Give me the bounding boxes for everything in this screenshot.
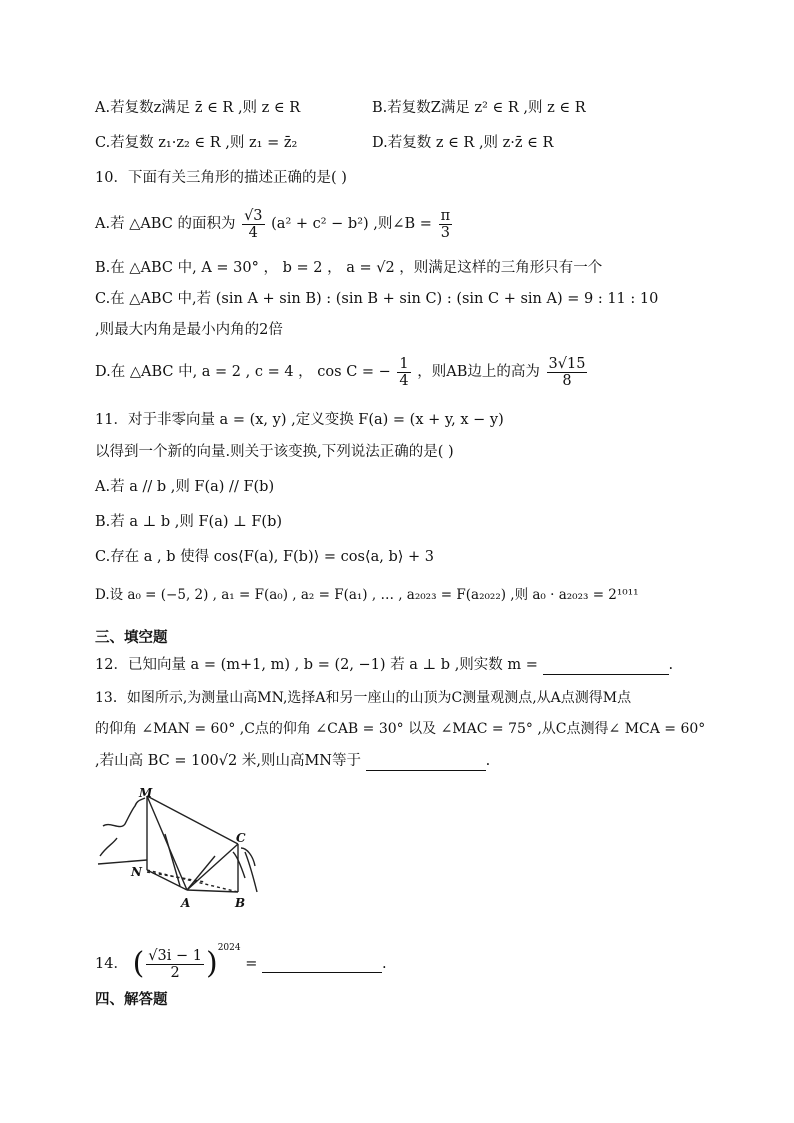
q13-line3: [95, 751, 490, 771]
mountain-right-sketch: [233, 848, 257, 892]
interior-line-1: [165, 834, 180, 886]
q10-a-fraction: [242, 208, 264, 241]
q10-d-fraction2: [547, 356, 588, 389]
q10-a-fraction2-den: 3: [440, 224, 450, 241]
label-b: B: [235, 896, 246, 910]
q14-fraction-num: √3i − 1: [148, 947, 202, 964]
q10-d-fraction2-num: 3√15: [548, 355, 586, 372]
q10-d-fraction: [397, 356, 410, 389]
q11-stem-line2: 以得到一个新的向量.则关于该变换,下列说法正确的是( ): [95, 444, 454, 460]
q9-option-b: B.若复数Z满足 z² ∈ R ,则 z ∈ R: [372, 100, 586, 116]
q11-option-b: B.若 a ⊥ b ,则 F(a) ⊥ F(b): [95, 514, 283, 530]
q10-d-fraction2-den: 8: [562, 372, 572, 389]
q10-a-prefix: A.若 △ABC 的面积为: [95, 216, 236, 232]
q12-text: 12．已知向量 a = (m+1, m) , b = (2, −1) 若 a ⊥ b ,则实数 m =: [95, 657, 538, 673]
segment-ac: [187, 844, 238, 890]
dashed-line-2: [147, 870, 238, 892]
q14-fraction: [146, 948, 204, 981]
q10-option-d: [95, 352, 589, 392]
q11-option-c: C.存在 a , b 使得 cos⟨F(a), F(b)⟩ = cos⟨a, b⟩ + 3: [95, 549, 434, 565]
q10-option-c-line2: ,则最大内角是最小内角的2倍: [95, 322, 283, 338]
q10-d-prefix: D.在 △ABC 中, a = 2 , c = 4 ， cos C = −: [95, 364, 391, 380]
q14: [95, 925, 387, 987]
q11-option-a: A.若 a // b ,则 F(a) // F(b): [95, 479, 275, 495]
q14-answer-blank[interactable]: [262, 956, 382, 973]
q13-line2: 的仰角 ∠MAN = 60° ,C点的仰角 ∠CAB = 30° 以及 ∠MAC = 75° ,从C点测得∠ MCA = 60°: [95, 721, 706, 737]
segment-mc: [147, 796, 238, 844]
q10-d-middle: ，则AB边上的高为: [417, 364, 540, 380]
q13-line3-text: ,若山高 BC = 100√2 米,则山高MN等于: [95, 753, 361, 769]
q14-equals: =: [245, 956, 258, 972]
q10-d-fraction-num: 1: [399, 355, 409, 372]
q10-stem: 10．下面有关三角形的描述正确的是( ): [95, 170, 347, 186]
q10-d-fraction-den: 4: [399, 372, 409, 389]
mountain-figure: [95, 786, 270, 915]
q14-exponent: 2024: [217, 943, 241, 953]
q10-a-fraction2-num: π: [440, 207, 451, 224]
q10-a-middle: (a² + c² − b²) ,则∠B =: [271, 216, 432, 232]
q10-a-fraction-num: √3: [244, 207, 263, 224]
q9-option-d: D.若复数 z ∈ R ,则 z·z̄ ∈ R: [372, 135, 554, 151]
q13-answer-blank[interactable]: [366, 754, 486, 771]
mountain-left-outline: [103, 798, 145, 827]
q14-end-dot: .: [381, 956, 387, 972]
q10-a-fraction2: [439, 208, 453, 241]
q14-right-paren: ): [205, 946, 218, 981]
q10-a-fraction-den: 4: [248, 224, 258, 241]
q11-option-d: D.设 a₀ = (−5, 2) , a₁ = F(a₀) , a₂ = F(a₁) , … , a₂₀₂₃ = F(a₂₀₂₂) ,则 a₀ · a₂₀₂₃ = 2¹⁰¹¹: [95, 587, 639, 603]
q10-option-c-line1: C.在 △ABC 中,若 (sin A + sin B) : (sin B + sin C) : (sin C + sin A) = 9 : 11 : 10: [95, 291, 659, 307]
q13-line1: 13．如图所示,为测量山高MN,选择A和另一座山的山顶为C测量观测点,从A点测得M点: [95, 690, 632, 706]
q12-end-dot: .: [668, 657, 674, 673]
q9-option-c: C.若复数 z₁·z₂ ∈ R ,则 z₁ = z̄₂: [95, 135, 298, 151]
q11-stem-line1: 11．对于非零向量 a = (x, y) ,定义变换 F(a) = (x + y, x − y): [95, 412, 504, 428]
q10-option-b: B.在 △ABC 中, A = 30° ， b = 2 ， a = √2 ，则满足这样的三角形只有一个: [95, 260, 603, 276]
q10-option-a: [95, 204, 454, 244]
ground-left: [98, 860, 147, 864]
q12-answer-blank[interactable]: [543, 658, 669, 675]
q12: [95, 655, 673, 675]
mountain-left-sketch: [100, 838, 117, 856]
q14-left-paren: (: [132, 946, 145, 981]
section-3-heading: 三、填空题: [95, 629, 168, 646]
q14-fraction-den: 2: [170, 964, 180, 981]
q9-option-a: A.若复数z满足 z̄ ∈ R ,则 z ∈ R: [95, 100, 301, 116]
interior-line-2: [187, 856, 215, 890]
label-a: A: [181, 896, 191, 910]
q13-end-dot: .: [485, 753, 491, 769]
label-c: C: [236, 831, 246, 845]
mountain-diagram: [95, 786, 270, 911]
label-n: N: [131, 865, 142, 879]
label-m: M: [139, 786, 153, 800]
section-4-heading: 四、解答题: [95, 991, 168, 1008]
q14-number: 14．: [95, 956, 128, 972]
